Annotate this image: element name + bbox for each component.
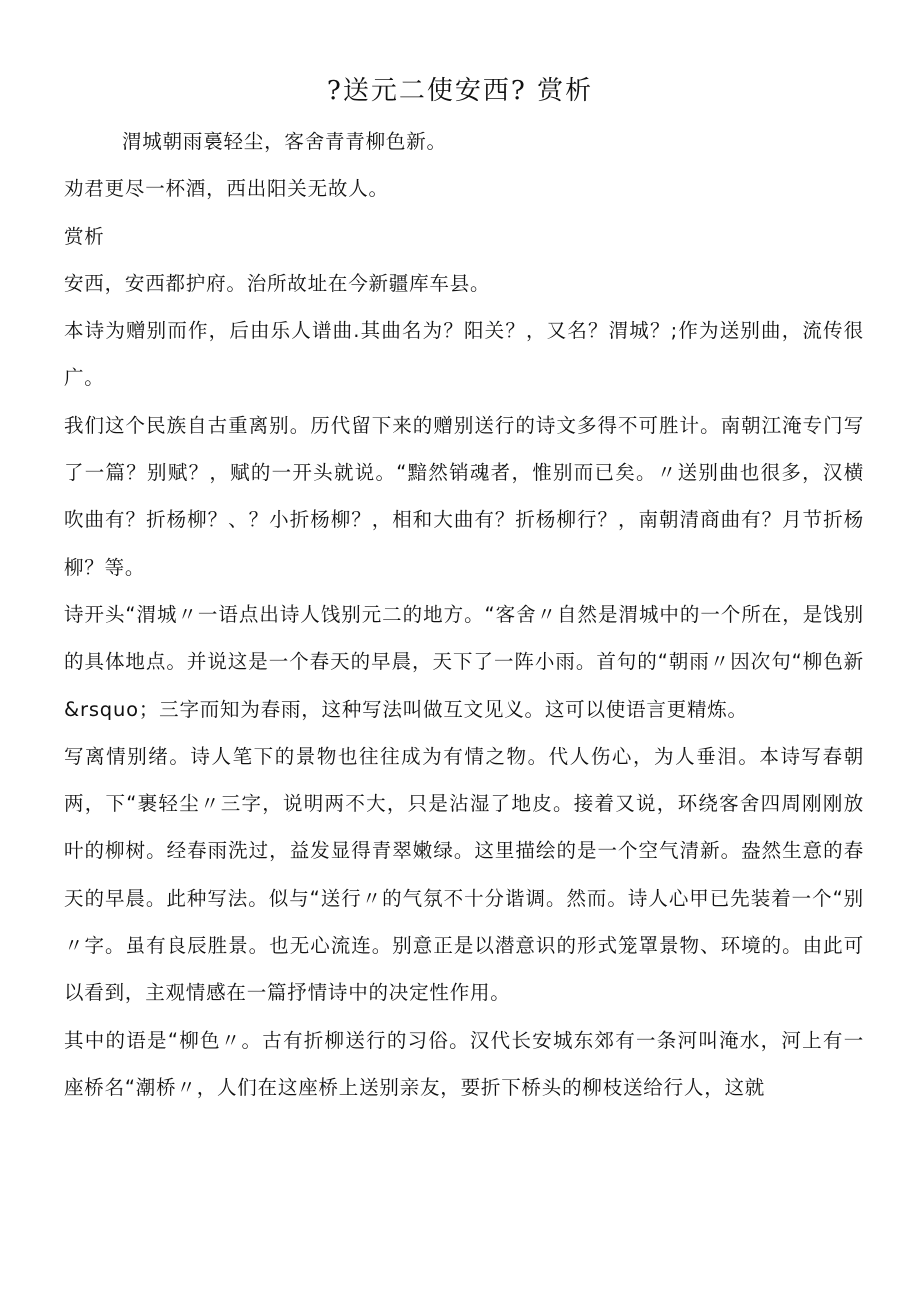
poem-line-1: 渭城朝雨裛轻尘，客舍青青柳色新。 (122, 130, 447, 153)
paragraph: 我们这个民族自古重离别。历代留下来的赠别送行的诗文多得不可胜计。南朝江淹专门写了一篇？别赋？，赋的一开头就说。“黯然销魂者，惟别而已矣。〃送别曲也很多，汉横吹曲有？折杨柳？、？小折杨柳？，相和大曲有？折杨柳行？，南朝清商曲有？月节折杨柳？等。 (64, 413, 864, 579)
paragraph: 其中的语是“柳色〃。古有折柳送行的习俗。汉代长安城东郊有一条河叫淹水，河上有一座桥名“潮桥〃，人们在这座桥上送别亲友，要折下桥头的柳枝送给行人，这就 (64, 1028, 864, 1099)
poem-line-2: 劝君更尽一杯酒，西出阳关无故人。 (64, 177, 389, 201)
paragraph: 诗开头“渭城〃一语点出诗人饯别元二的地方。“客舍〃自然是渭城中的一个所在，是饯别的具体地点。并说这是一个春天的早晨，天下了一阵小雨。首句的“朝雨〃因次句“柳色新&rsquo；三字而知为春雨，这种写法叫做互文见义。这可以使语言更精炼。 (64, 602, 864, 721)
paragraph: 安西，安西都护府。治所故址在今新疆库车县。 (64, 271, 491, 295)
paragraph: 写离情别绪。诗人笔下的景物也往往成为有情之物。代人伤心，为人垂泪。本诗写春朝两，下“裹轻尘〃三字，说明两不大，只是沾湿了地皮。接着又说，环绕客舍四周刚刚放叶的柳树。经春雨洗过，益发显得青翠嫩绿。这里描绘的是一个空气清新。盎然生意的春天的早晨。此种写法。似与“送行〃的气氛不十分谐调。然而。诗人心甲已先装着一个“别〃字。虽有良辰胜景。也无心流连。别意正是以潜意识的形式笼罩景物、环境的。由此可以看到，主观情感在一篇抒情诗中的决定性作用。 (64, 744, 864, 1005)
paragraph: 本诗为赠别而作，后由乐人谱曲.其曲名为？阳关？，又名？渭城？;作为送别曲，流传很广。 (64, 319, 864, 390)
document-title: ?送元二使安西? 赏析 (326, 76, 594, 106)
document-body (64, 118, 864, 1111)
section-heading: 赏析 (64, 224, 105, 248)
